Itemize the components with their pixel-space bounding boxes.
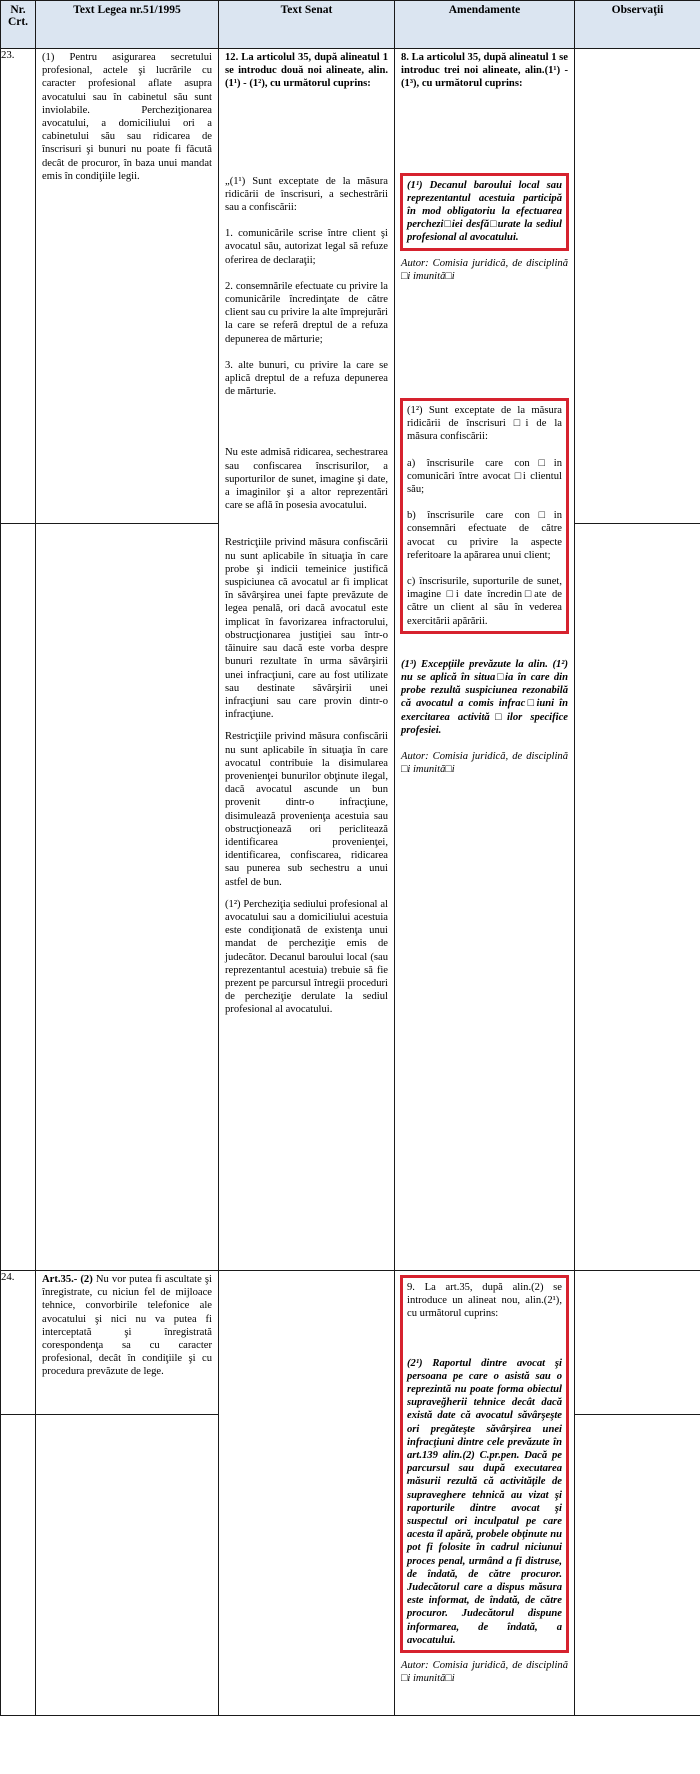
row-23-lege-text: (1) Pentru asigurarea secretului profesional, actele şi lucrările cu caracter profesional aflate asupra avocatului sau în cabinetul său sunt inviolabile. Percheziţionarea avocatului, a domiciliului ori a cabinetului său sau ridicarea de înscrisuri şi bunuri nu poate fi făcută decât de procuror, în baza unui mandat emis în condiţiile legii. xyxy=(42,52,212,182)
table-row-24 xyxy=(1,1271,700,1415)
table-row-23 xyxy=(1,49,700,524)
amd-box2-para-2: a) înscrisurile care con□in comunicări între avocat □i clientul său; xyxy=(407,457,562,496)
senat-para-7: Restricţiile privind măsura confiscării nu sunt aplicabile în situaţia în care avocatul contribuie la disimularea provenienţei bunurilor obţinute ilegal, dacă avocatul ascunde un bun provenit dintr-o infracţiune, disimulează provenienţa acestuia sau obstrucţionează ori periclitează identificarea provenienţei, identificarea, confiscarea, ridicarea sau punerea sub sechestru a unui astfel de bun. xyxy=(225,731,388,888)
row-23-senat-cell xyxy=(219,49,395,1271)
row-24-observatii-cell xyxy=(575,1271,700,1415)
senat-article-head: 12. La articolul 35, după alineatul 1 se introduc două noi alineate, alin.(1¹) - (1²), cu următorul cuprins: xyxy=(225,52,388,90)
row-24-lege-article: Art.35.- (2) xyxy=(42,1274,93,1285)
senat-para-3: 2. consemnările efectuate cu privire la comunicările încredinţate de către client sau cu privire la alte împrejurări la care se referă dreptul de a refuza depunerea de mărturie; xyxy=(225,280,388,345)
amd-para-1-3: (1³) Excepţiile prevăzute la alin. (1²) nu se aplică în situa□ia în care din probe rezultă suspiciunea rezonabilă că avocatul a comis infrac□iuni în exercitarea activită□ilor specifice profesiei. xyxy=(401,658,568,736)
row-24-nr-cont xyxy=(1,1415,36,1716)
amendment-highlight-box-1 xyxy=(400,173,569,251)
amd-autor-1: Autor: Comisia juridică, de disciplină □i imunită□i xyxy=(401,257,568,282)
header-lege: Text Legea nr.51/1995 xyxy=(36,1,219,49)
amd-box2-para-1: (1²) Sunt exceptate de la măsura ridicării de înscrisuri □i de la măsura confiscării: xyxy=(407,405,562,443)
row-23-lege-cont xyxy=(36,524,219,1271)
row-24-lege-cell xyxy=(36,1271,219,1415)
amd-autor-2: Autor: Comisia juridică, de disciplină □i imunită□i xyxy=(401,751,568,776)
senat-para-4: 3. alte bunuri, cu privire la care se aplică dreptul de a refuza depunerea de mărturie. xyxy=(225,359,388,398)
row-24-senat-cell xyxy=(219,1271,395,1716)
amendment-highlight-box-2 xyxy=(400,398,569,634)
row-23-nr-cont xyxy=(1,524,36,1271)
amendment-highlight-box-3 xyxy=(400,1275,569,1653)
row-24-nr: 24. xyxy=(1,1271,36,1415)
row-23-observatii-cont xyxy=(575,524,700,1271)
row-23-observatii-cell xyxy=(575,49,700,524)
senat-para-6: Restricţiile privind măsura confiscării nu sunt aplicabile în situaţia în care probe şi indicii temeinice justifică suspiciunea că avocatul ar fi implicat în săvârşirea unei fapte prevăzute de legea penală, ori dacă avocatul este implicat în favorizarea infractorului, obstrucţionarea justiţiei sau într-o tăinuire sau dacă este vorba despre bunuri rezultate în urma săvârşirii unei infracţiuni, care au fost utilizate sau destinate săvârşirii unei infracţiuni sau care provin dintr-o infracţiune. xyxy=(225,537,388,721)
senat-para-8: (1²) Percheziţia sediului profesional al avocatului sau a domiciliului acestuia este condiţionată de existenţa unui mandat de percheziţie emis de judecător. Decanul baroului local (sau reprezentantul acestuia) trebuie să fie prezent pe parcursul întregii proceduri de percheziţie derulate la sediul profesional al avocatului. xyxy=(225,898,388,1016)
row-24-amd-head: 9. La art.35, după alin.(2) se introduce un alineat nou, alin.(2¹), cu următorul cuprins: xyxy=(407,1282,562,1320)
amd-box2-para-3: b) înscrisurile care con□in consemnări efectuate de către avocat cu privire la aspecte referitoare la apărarea unui client; xyxy=(407,510,562,561)
row-24-amendamente-cell xyxy=(395,1271,575,1716)
row-24-lege-text: Nu vor putea fi ascultate şi înregistrate, cu niciun fel de mijloace tehnice, convorbirile telefonice ale avocatului şi nici nu va putea fi interceptată şi înregistrată corespondenţa sa cu caracter profesional, decât în condiţiile şi cu procedura prevăzute de lege. xyxy=(42,1274,212,1378)
header-row xyxy=(1,1,700,49)
row-23-lege-cell xyxy=(36,49,219,524)
amd-box1-text: (1¹) Decanul baroului local sau reprezentantul acestuia participă în mod obligatoriu la efectuarea perchezi□iei desfă□urate la sediul profesional al avocatului. xyxy=(407,179,562,244)
senat-para-2: 1. comunicările scrise între client şi avocatul său, autorizat legal să refuze oferirea de declaraţii; xyxy=(225,228,388,266)
row-24-amd-body: (2¹) Raportul dintre avocat şi persoana pe care o asistă sau o reprezintă nu poate forma obiectul supraveğherii tehnice decât dacă există date că avocatul săvârşeşte ori pregăteşte săvârşirea unei infracţiuni dintre cele prevăzute în art.139 alin.(2) C.pr.pen. Dacă pe parcursul sau după executarea măsurii rezultă că activităţile de supraveghere tehnică au vizat şi raporturile dintre avocat şi suspectul ori inculpatul pe care acesta îl apără, probele obţinute nu pot fi folosite în cadrul niciunui proces penal, urmând a fi distruse, de îndată, de către procuror. Judecătorul care a dispus măsura este informat, de îndată, de către procuror. Judecătorul dispune informarea, de îndată, a avocatului. xyxy=(407,1357,562,1646)
row-24-lege-cont xyxy=(36,1415,219,1716)
amd-box2-para-4: c) înscrisurile, suporturile de sunet, imagine □i date încredin□ate de către un client al său în vederea exercitării apărării. xyxy=(407,576,562,627)
amd-article-head: 8. La articolul 35, după alineatul 1 se introduc trei noi alineate, alin.(1¹) - (1³), cu următorul cuprins: xyxy=(401,52,568,90)
row-23-nr: 23. xyxy=(1,49,36,524)
row-24-observatii-cont xyxy=(575,1415,700,1716)
row-23-amendamente-cell xyxy=(395,49,575,1271)
header-amendamente: Amendamente xyxy=(395,1,575,49)
header-observatii: Observaţii xyxy=(575,1,700,49)
header-senat: Text Senat xyxy=(219,1,395,49)
senat-para-1: „(1¹) Sunt exceptate de la măsura ridicării de înscrisuri, a sechestrării sau a confiscării: xyxy=(225,175,388,214)
senat-para-5: Nu este admisă ridicarea, sechestrarea sau confiscarea înscrisurilor, a suporturilor de sunet, imagine şi date, a imaginilor şi a altor reprezentări care se află în posesia avocatului. xyxy=(225,447,388,512)
header-nr: Nr. Crt. xyxy=(1,1,36,49)
row-24-amd-autor: Autor: Comisia juridică, de disciplină □i imunită□i xyxy=(401,1660,568,1685)
